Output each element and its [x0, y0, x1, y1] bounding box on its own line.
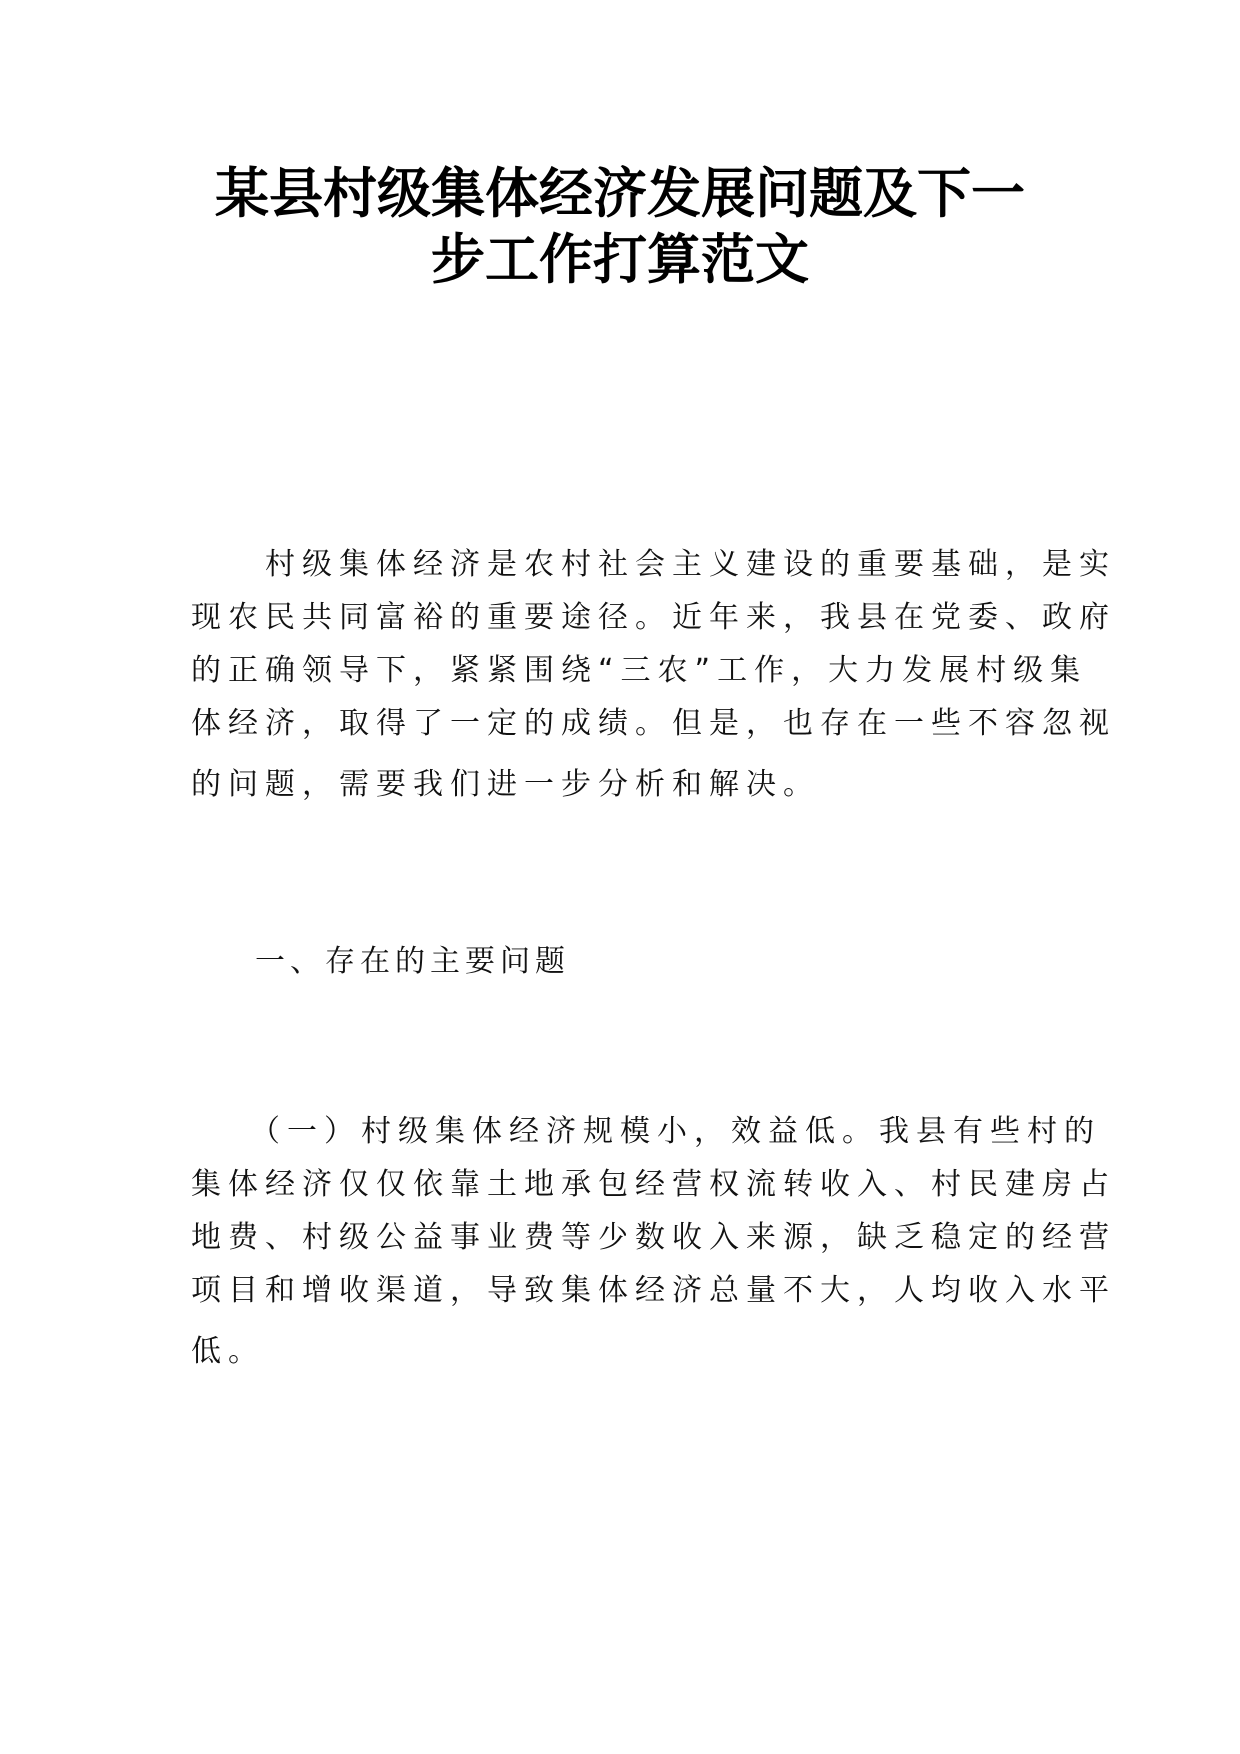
paragraph-line: 集体经济仅仅依靠土地承包经营权流转收入、村民建房占: [191, 1167, 1116, 1202]
section-heading: 一、存在的主要问题: [255, 944, 570, 979]
intro-paragraph: [191, 538, 1116, 811]
paragraph-line: 体经济，取得了一定的成绩。但是，也存在一些不容忽视: [191, 706, 1116, 741]
paragraph-line: （一）村级集体经济规模小，效益低。我县有些村的: [191, 1114, 1101, 1149]
paragraph-line: 的问题，需要我们进一步分析和解决。: [191, 767, 820, 802]
document-title: [150, 160, 1090, 292]
paragraph-line: 地费、村级公益事业费等少数收入来源，缺乏稳定的经营: [191, 1220, 1116, 1255]
paragraph-line: 现农民共同富裕的重要途径。近年来，我县在党委、政府: [191, 600, 1116, 635]
title-line: 步工作打算范文: [431, 227, 809, 291]
paragraph-line: 的正确领导下，紧紧围绕“三农”工作，大力发展村级集: [191, 653, 1088, 688]
point-one-paragraph: [191, 1105, 1116, 1378]
paragraph-line: 项目和增收渠道，导致集体经济总量不大，人均收入水平: [191, 1273, 1116, 1308]
paragraph-line: 村级集体经济是农村社会主义建设的重要基础，是实: [191, 547, 1116, 582]
paragraph-line: 低。: [191, 1334, 265, 1369]
title-line: 某县村级集体经济发展问题及下一: [215, 161, 1025, 225]
